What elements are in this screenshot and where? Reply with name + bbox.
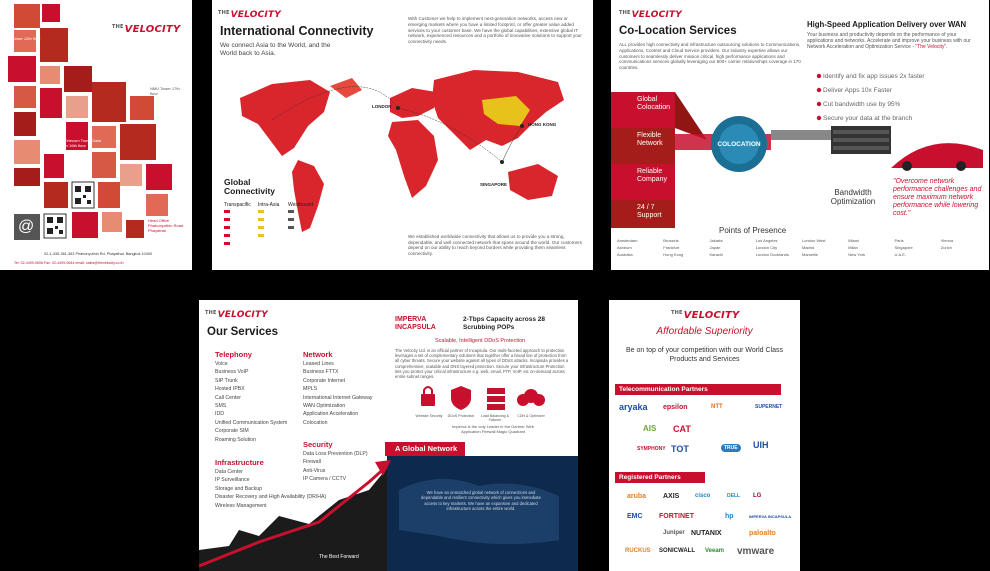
service-item: WAN Optimization bbox=[303, 403, 346, 410]
partner-juniper: Juniper bbox=[663, 530, 685, 536]
city-label-singapore: SINGAPORE bbox=[480, 182, 508, 187]
pop-item: Paris bbox=[894, 238, 904, 243]
colocation-center-label: COLOCATION bbox=[717, 141, 761, 148]
pop-item: Hong Kong bbox=[663, 252, 684, 258]
connectivity-intro: With Customer we help to implement next-generation networks, access new or emerging markets where you have a limited footprint, or offer greater value added services to your customer base. We have the global capabilities, extensive global IT network, experienced resources and a portfolio of innovative solutions to support your connectivity needs. bbox=[408, 16, 582, 45]
gartner-note: Imperva is the only Leader in the Gartner Web Application Firewall Magic Quadrant bbox=[452, 424, 534, 434]
partner-fortinet: FORTINET bbox=[659, 513, 694, 520]
service-item: Business VoIP bbox=[215, 369, 249, 376]
pop-item: New York bbox=[848, 252, 866, 258]
connectivity-logo: $^{THE}$VELOCITY bbox=[218, 10, 282, 20]
services-footer-tag: The Best Forward bbox=[319, 554, 359, 560]
connectivity-legend-title: Global Connectivity bbox=[224, 177, 276, 196]
cover-floor-label-1: NMU Tower 12th floor bbox=[2, 36, 41, 41]
service-item: MPLS bbox=[303, 386, 318, 393]
pop-item: Ashburn bbox=[617, 245, 632, 251]
pop-item: Singapore bbox=[894, 245, 913, 251]
services-logo: $^{THE}$VELOCITY bbox=[205, 310, 269, 320]
service-item: Call Center bbox=[215, 394, 241, 401]
partner-sonicwall: SONICWALL bbox=[659, 548, 695, 554]
colo-feature-support: 24 / 7 Support bbox=[637, 204, 662, 219]
partner-symphony: SYMPHONY bbox=[637, 446, 666, 452]
wan-intro-text: Your business and productivity depends on the performance of your applications and networks. Accelerate and improve your business with our Network Acceleration and Optimization Service - bbox=[807, 32, 971, 50]
imperva-icon-label-cdn: CDN & Optimizer bbox=[517, 414, 545, 418]
partner-epsilon: epsilon bbox=[663, 404, 688, 411]
wan-bullet: Identify and fix app issues 2x faster bbox=[823, 73, 925, 80]
imperva-text: The Velocity Ltd. is an official partner of Incapsula. Our multi-faceted approach to protection leverages a set of complementary solutions that together offer a broad line of protection from all cyber threats. Secure your website against all types of DDoS attacks. Incapsula provides a comprehensive, scalable and DNS layered protection. Secure your Infrastructure Protection lets you protect your critical infrastructure e.g. web, email, FTP, VoIP, etc on-demand across entire subnet ranges. bbox=[395, 348, 569, 380]
service-item: SIP Trunk bbox=[215, 377, 238, 384]
partner-lg: LG bbox=[753, 493, 762, 499]
at-icon: @ bbox=[18, 218, 35, 235]
imperva-icon-label-ddos: DDoS Protection bbox=[447, 414, 475, 418]
connectivity-panel bbox=[212, 0, 593, 270]
service-item: Anti-Virus bbox=[303, 467, 326, 474]
cover-contact-line: Tel: 02-4499-0606 Fax: 02-4499-0644 email: sales@thevelocity.co.th bbox=[14, 261, 124, 265]
legend-col-intra-asia: Intra-Asia bbox=[258, 202, 280, 208]
telephony-heading: Telephony bbox=[215, 350, 252, 359]
service-item: Hosted IPBX bbox=[215, 386, 245, 393]
partner-aryaka: aryaka bbox=[619, 402, 648, 412]
pop-item: Jakarta bbox=[709, 238, 723, 243]
connectivity-title: International Connectivity bbox=[220, 24, 374, 38]
pop-item: Brussels bbox=[663, 238, 679, 243]
cover-floor-label-4: Head Office Phahonyothin Road Phayathai bbox=[148, 218, 184, 233]
cover-panel bbox=[0, 0, 192, 270]
colo-feature-global: Global Colocation bbox=[637, 96, 671, 111]
global-network-text: We have an unmatched global network of connections and dependable and resilient connectivity which gives you immediate access to key markets. We have an expansive and dedicated infrastructure across the entire world. bbox=[421, 490, 541, 512]
pop-item: Japan bbox=[709, 245, 721, 251]
service-item: IP Camera / CCTV bbox=[303, 476, 347, 483]
imperva-capacity: 2-Tbps Capacity across 28 Scrubbing POPs bbox=[463, 316, 546, 331]
pop-grid bbox=[617, 238, 987, 259]
pop-item: Zurich bbox=[940, 245, 952, 251]
colo-feature-network: Flexible Network bbox=[637, 132, 663, 147]
cover-floor-label-2: NMU Tower 17th floor bbox=[150, 86, 180, 96]
partner-true: TRUE bbox=[721, 444, 741, 452]
cover-floor-label-3: CAT Telecom Tower Data Center 16th floor bbox=[56, 138, 101, 148]
legend-col-transpacific: Transpacific bbox=[224, 202, 251, 208]
colocation-title: Co-Location Services bbox=[619, 25, 737, 37]
service-item: Colocation bbox=[303, 419, 328, 426]
service-item: Storage and Backup bbox=[215, 485, 263, 492]
pop-item: Milan bbox=[848, 245, 858, 251]
service-item: IP Surveillance bbox=[215, 477, 250, 484]
registered-partners-tag: Registered Partners bbox=[615, 472, 705, 483]
service-item: Leased Lines bbox=[303, 361, 334, 367]
service-item: Roaming Solution bbox=[215, 436, 256, 443]
imperva-tagline: Scalable, Intelligent DDoS Protection bbox=[435, 338, 526, 344]
partner-tot: TOT bbox=[671, 444, 689, 454]
cover-address: 02-1-335-361-363 Phahonyothin Rd, Phayathai, Bangkok 10400 bbox=[44, 252, 153, 256]
cover-logo: $^{THE}$VELOCITY bbox=[112, 24, 181, 35]
globe-icon bbox=[17, 188, 35, 206]
service-item: Data Center bbox=[215, 469, 243, 475]
global-network-graphic bbox=[199, 300, 578, 571]
colocation-quote: "Overcome network performance challenges and ensure maximum network performance while lowering cost." bbox=[893, 178, 982, 217]
legend-col-westbound: Westbound bbox=[288, 202, 314, 208]
services-title: Our Services bbox=[207, 326, 278, 338]
pop-item: Miami bbox=[848, 238, 859, 243]
colocation-panel bbox=[611, 0, 989, 270]
city-label-london: LONDON bbox=[372, 104, 392, 109]
service-item: IDD bbox=[215, 411, 224, 418]
partner-uih: UIH bbox=[753, 440, 769, 450]
wan-intro-quote: "The Velocity". bbox=[915, 44, 948, 50]
partners-headline: Affordable Superiority bbox=[656, 326, 753, 337]
service-item: Application Acceleration bbox=[303, 411, 359, 418]
partner-imperva: IMPERVA INCAPSULA bbox=[749, 514, 792, 519]
service-item: SMS bbox=[215, 403, 227, 410]
partner-axis: AXIS bbox=[663, 493, 680, 500]
service-item: Data Loss Prevention (DLP) bbox=[303, 451, 368, 457]
partner-cat: CAT bbox=[673, 424, 691, 434]
partner-vmware: vmware bbox=[737, 546, 775, 557]
partner-supernet: SUPERNET bbox=[755, 404, 783, 410]
pop-item: London City bbox=[755, 245, 778, 251]
partner-ais: AIS bbox=[643, 424, 657, 433]
partner-paloalto: paloalto bbox=[749, 530, 776, 537]
service-item: Corporate SIM bbox=[215, 428, 249, 435]
colocation-intro: ALL provides high connectivity and infrastructure outsourcing solutions to Communications, Applications, Content and Cloud Service providers. Our industry expertise allows our customers to seamlessly deliver mission critical, high performance applications and communications services globally leveraging our 500+ carrier relationships coverage in 170 countries. bbox=[619, 42, 801, 71]
partner-cisco: cisco bbox=[695, 493, 711, 499]
pop-item: Frankfurt bbox=[663, 245, 680, 251]
service-item: Unified Communication System bbox=[215, 419, 288, 426]
connectivity-subtitle: We connect Asia to the World, and the World back to Asia. bbox=[220, 42, 331, 57]
service-item: Voice bbox=[215, 361, 228, 367]
partner-ntt: NTT bbox=[711, 404, 723, 410]
pop-item: Los Angeles bbox=[755, 238, 778, 243]
partners-sub: Be on top of your competition with our World Class Products and Services bbox=[625, 347, 784, 363]
network-heading: Network bbox=[303, 350, 333, 359]
pop-item: Madrid bbox=[802, 245, 815, 251]
partner-aruba: aruba bbox=[627, 493, 647, 500]
partner-veeam: Veeam bbox=[705, 548, 725, 554]
wan-bullet: Cut bandwidth use by 95% bbox=[823, 101, 901, 108]
service-item: Firewall bbox=[303, 459, 321, 466]
security-heading: Security bbox=[303, 440, 333, 449]
pop-item: London West bbox=[802, 238, 826, 243]
service-item: Corporate Internet bbox=[303, 377, 346, 384]
imperva-icon-label-website: Website Security bbox=[415, 414, 443, 418]
infrastructure-heading: Infrastructure bbox=[215, 458, 264, 467]
colo-feature-reliable: Reliable Company bbox=[637, 168, 667, 183]
services-panel bbox=[199, 300, 578, 571]
colocation-logo: $^{THE}$VELOCITY bbox=[619, 10, 683, 20]
partner-hp: hp bbox=[725, 513, 734, 520]
wan-bullet: Deliver Apps 10x Faster bbox=[823, 87, 893, 94]
service-item: Wireless Management bbox=[215, 502, 267, 509]
partner-nutanix: NUTANIX bbox=[691, 530, 722, 537]
pop-title: Points of Presence bbox=[719, 226, 787, 235]
global-network-title: A Global Network bbox=[395, 444, 458, 453]
legend-markers bbox=[224, 208, 324, 258]
wan-bullet: Secure your data at the branch bbox=[823, 115, 913, 122]
partners-panel bbox=[609, 300, 800, 571]
telecom-partners-tag: Telecommunication Partners bbox=[615, 384, 781, 395]
connectivity-footer: We established worldwide connectivity that allows us to provide you a strong, dependable, and well connected network that spans around the world. Our customers depend on our ability to reach beyond borders while providing them seamless connectivity. bbox=[408, 234, 582, 256]
service-item: Business FTTX bbox=[303, 369, 339, 376]
pop-item: U.A.E. bbox=[894, 252, 907, 258]
pop-item: Marseille bbox=[802, 252, 819, 258]
pop-item: Vienna bbox=[940, 238, 954, 243]
city-label-hongkong: HONG KONG bbox=[528, 122, 557, 127]
partner-ruckus: RUCKUS bbox=[625, 548, 651, 554]
imperva-brand: IMPERVA INCAPSULA bbox=[395, 316, 436, 331]
imperva-icon-label-load: Load Balancing & Failover bbox=[480, 414, 510, 422]
wan-title: High-Speed Application Delivery over WAN bbox=[807, 20, 967, 29]
pop-item: London Docklands bbox=[755, 252, 789, 258]
pop-item: Australia bbox=[617, 252, 633, 258]
service-item: International Internet Gateway bbox=[303, 394, 373, 401]
bandwidth-label: Bandwidth Optimization bbox=[830, 188, 876, 206]
service-item: Disaster Recovery and High Availability (DR/HA) bbox=[215, 494, 327, 501]
partner-dell: DELL bbox=[727, 493, 741, 499]
pop-item: Karachi bbox=[709, 252, 724, 258]
partner-emc: EMC bbox=[627, 513, 643, 520]
partners-logo: $^{THE}$VELOCITY bbox=[671, 310, 740, 321]
pop-item: Amsterdam bbox=[617, 238, 638, 243]
